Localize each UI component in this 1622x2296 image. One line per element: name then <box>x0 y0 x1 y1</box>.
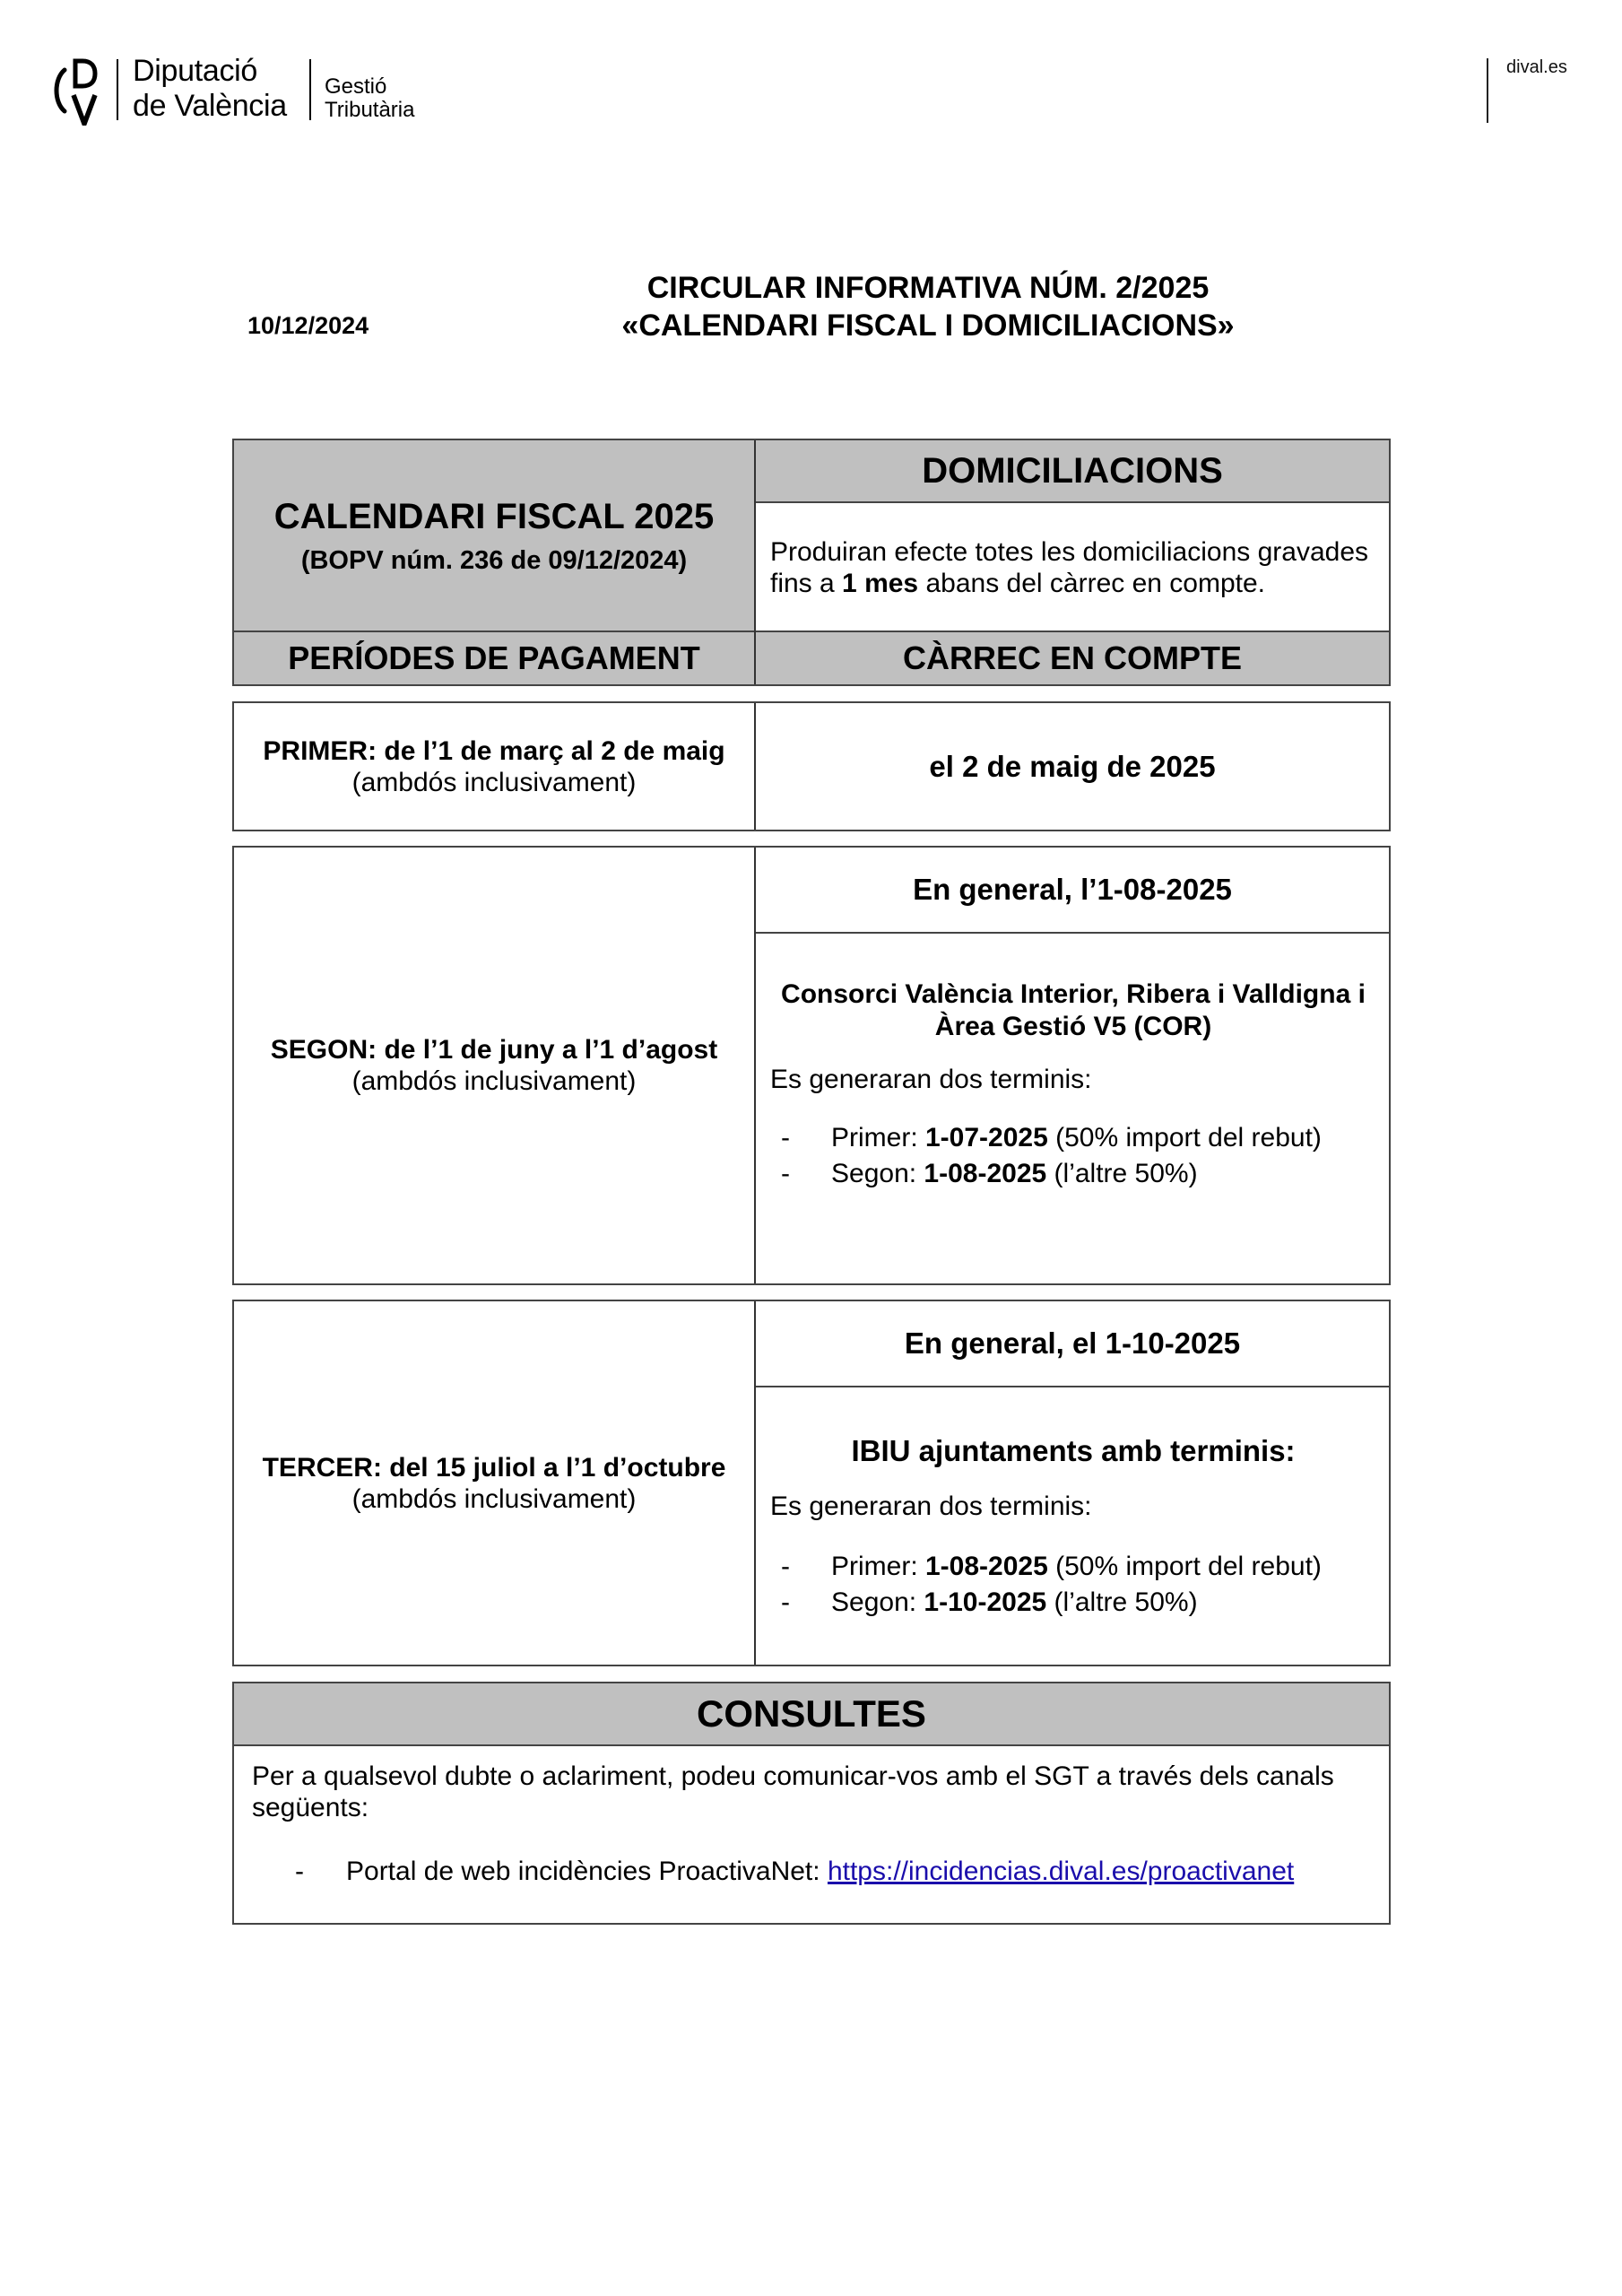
dash: - <box>781 1123 790 1152</box>
period-cell <box>234 848 754 1283</box>
period-note: (ambdós inclusivament) <box>351 1066 637 1096</box>
logo-divider <box>117 59 118 120</box>
text-part: abans del càrrec en compte. <box>918 569 1266 598</box>
period-row-first <box>232 701 1391 831</box>
period-name: PRIMER: <box>263 735 377 766</box>
col-header-periods <box>234 632 754 684</box>
dash: - <box>781 1587 790 1617</box>
period-row-third <box>232 1300 1391 1666</box>
unit-name-line1: Gestió <box>325 74 387 99</box>
charge-date: el 2 de maig de 2025 <box>929 749 1216 783</box>
channel-label: Portal de web incidències ProactivaNet: <box>346 1857 828 1886</box>
proactivanet-link[interactable]: https://incidencias.dival.es/proactivanet <box>827 1857 1295 1886</box>
charge-general-cell <box>756 1301 1389 1386</box>
domiciliations-title: DOMICILIACIONS <box>922 451 1223 491</box>
installments-intro: Es generaran dos terminis: <box>770 1492 1092 1521</box>
consultes-box <box>232 1682 1391 1925</box>
installment-label: Primer: <box>831 1123 925 1152</box>
installments-list <box>770 1549 1376 1621</box>
document-title <box>502 269 1354 344</box>
installment-date: 1-07-2025 <box>925 1123 1048 1152</box>
consultes-title: CONSULTES <box>697 1692 926 1735</box>
text-bold: 1 mes <box>842 569 919 598</box>
org-name <box>133 54 287 124</box>
col-header-label: CÀRREC EN COMPTE <box>902 639 1243 676</box>
installment-label: Primer: <box>831 1552 925 1581</box>
unit-name <box>325 75 414 122</box>
domiciliations-header <box>756 440 1389 502</box>
period-name: SEGON: <box>270 1035 377 1065</box>
period-label <box>263 735 724 767</box>
period-note: (ambdós inclusivament) <box>351 1483 637 1514</box>
channel-item <box>252 1854 1369 1890</box>
col-header-charge <box>756 632 1389 684</box>
period-note: (ambdós inclusivament) <box>351 767 637 797</box>
charge-general-cell <box>756 848 1389 932</box>
col-header-label: PERÍODES DE PAGAMENT <box>288 639 700 676</box>
installment-label: Segon: <box>831 1587 924 1617</box>
installment-date: 1-10-2025 <box>924 1587 1047 1617</box>
domiciliations-text <box>770 536 1376 599</box>
charge-cell <box>756 703 1389 830</box>
special-title: Consorci València Interior, Ribera i Valldigna i Àrea Gestió V5 (COR) <box>781 979 1366 1041</box>
installment-label: Segon: <box>831 1159 924 1188</box>
title-line2: «CALENDARI FISCAL I DOMICILIACIONS» <box>621 309 1235 343</box>
installment-item <box>770 1549 1376 1585</box>
special-charge-cell <box>756 934 1389 1283</box>
period-cell <box>234 1301 754 1665</box>
document-date: 10/12/2024 <box>247 312 369 339</box>
period-cell <box>234 703 754 830</box>
consultes-body <box>234 1746 1389 1923</box>
dash: - <box>781 1552 790 1581</box>
period-name: TERCER: <box>262 1452 382 1483</box>
installment-detail: (l’altre 50%) <box>1046 1159 1198 1188</box>
consultes-text: Per a qualsevol dubte o aclariment, podeu comunicar-vos amb el SGT a través dels canals següents: <box>252 1761 1334 1822</box>
installments-list <box>770 1120 1376 1192</box>
installment-item <box>770 1120 1376 1156</box>
installment-item <box>770 1585 1376 1621</box>
special-charge-cell <box>756 1387 1389 1665</box>
period-row-second <box>232 846 1391 1285</box>
dash: - <box>781 1159 790 1188</box>
logo-divider <box>309 59 311 120</box>
divider <box>754 440 756 684</box>
website-link[interactable]: dival.es <box>1506 57 1567 77</box>
period-dates: de l’1 de juny a l’1 d’agost <box>377 1035 718 1065</box>
consultes-header <box>234 1683 1389 1744</box>
installment-date: 1-08-2025 <box>924 1159 1047 1188</box>
domiciliations-text-cell <box>756 503 1389 632</box>
installment-item <box>770 1156 1376 1192</box>
summary-table <box>232 439 1391 686</box>
title-line1: CIRCULAR INFORMATIVA NÚM. 2/2025 <box>646 271 1210 305</box>
org-name-line1: Diputació <box>133 54 258 88</box>
calendar-reference: (BOPV núm. 236 de 09/12/2024) <box>300 546 688 575</box>
dv-logo-icon <box>52 57 108 126</box>
org-name-line2: de València <box>133 89 287 123</box>
text-part: Produiran efecte totes les domiciliacions gravades fins a <box>770 537 1369 598</box>
period-label <box>271 1034 717 1065</box>
installment-date: 1-08-2025 <box>925 1552 1048 1581</box>
installment-detail: (50% import del rebut) <box>1047 1552 1322 1581</box>
installment-detail: (l’altre 50%) <box>1046 1587 1198 1617</box>
period-dates: del 15 juliol a l’1 d’octubre <box>381 1452 726 1483</box>
installments-intro: Es generaran dos terminis: <box>770 1065 1092 1094</box>
period-dates: de l’1 de març al 2 de maig <box>377 735 725 766</box>
period-label <box>263 1452 726 1483</box>
installment-detail: (50% import del rebut) <box>1047 1123 1322 1152</box>
special-title: IBIU ajuntaments amb terminis: <box>851 1434 1296 1467</box>
calendar-cell <box>234 440 754 632</box>
charge-general: En general, el 1-10-2025 <box>904 1326 1241 1360</box>
calendar-title: CALENDARI FISCAL 2025 <box>273 497 715 536</box>
charge-general: En general, l’1-08-2025 <box>913 873 1232 906</box>
dash: - <box>295 1857 304 1886</box>
unit-name-line2: Tributària <box>325 98 415 122</box>
website-divider <box>1487 58 1488 123</box>
